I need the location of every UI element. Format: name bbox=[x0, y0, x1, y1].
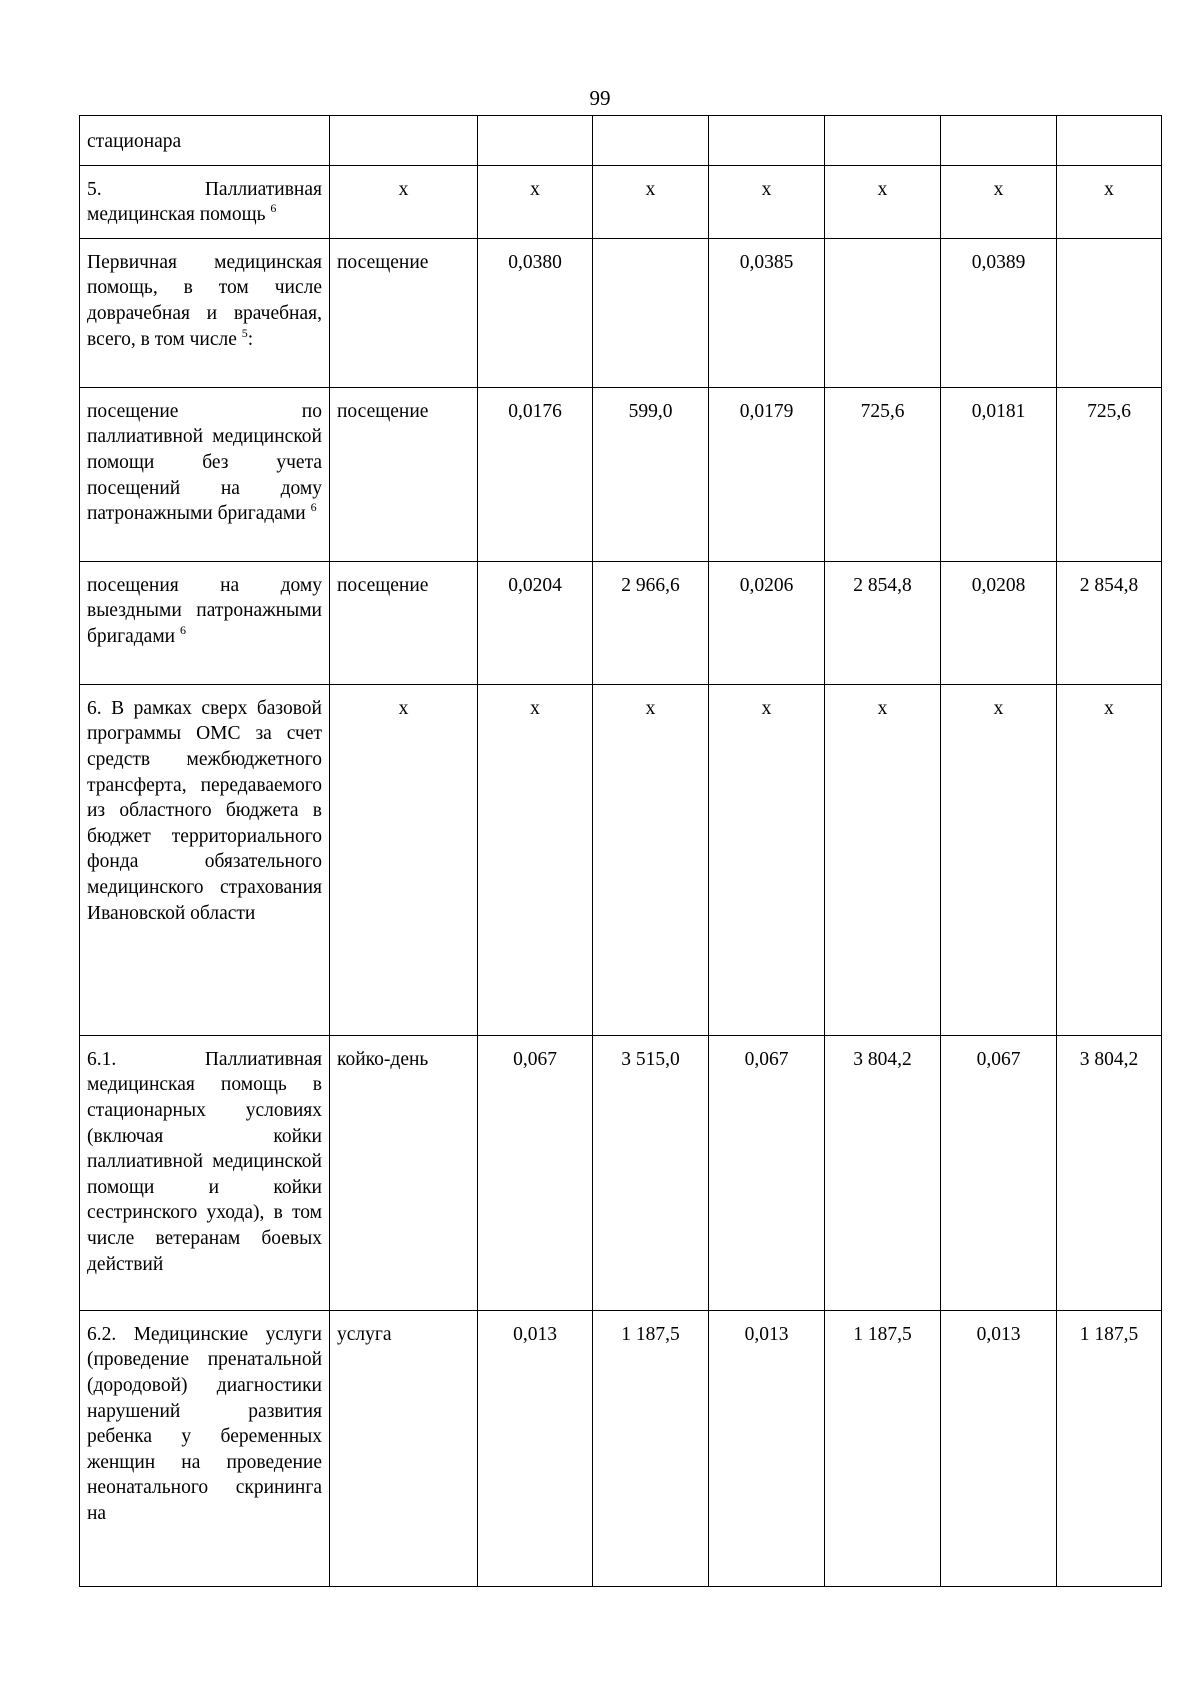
value-cell: 0,0206 bbox=[709, 561, 825, 684]
value-cell: x bbox=[941, 165, 1057, 238]
footnote-ref: 5 bbox=[241, 325, 248, 340]
value-cell: 0,013 bbox=[478, 1310, 593, 1586]
value-cell: x bbox=[709, 165, 825, 238]
table-row bbox=[80, 684, 1162, 1035]
value-cell: 0,013 bbox=[941, 1310, 1057, 1586]
value-cell: x bbox=[478, 684, 593, 1035]
value-cell: x bbox=[593, 684, 709, 1035]
row-name: 6. В рамках сверх базовой программы ОМС за счет средств межбюджетного трансферта, передаваемого из областного бюджета в бюджет территориального фонда обязательного медицинского страхования Ивановской области bbox=[87, 697, 322, 924]
value-cell: 3 804,2 bbox=[825, 1035, 941, 1310]
row-name: 6.1. Паллиативная медицинская помощь в стационарных условиях (включая койки паллиативной медицинской помощи и койки сестринского ухода), в том числе ветеранам боевых действий bbox=[87, 1048, 322, 1275]
value-cell bbox=[941, 116, 1057, 166]
table-row bbox=[80, 561, 1162, 684]
value-cell: 3 804,2 bbox=[1057, 1035, 1162, 1310]
value-cell: 0,013 bbox=[709, 1310, 825, 1586]
value-cell bbox=[1057, 238, 1162, 387]
value-cell: x bbox=[593, 165, 709, 238]
unit-cell: x bbox=[330, 165, 478, 238]
row-name-cell bbox=[80, 387, 330, 561]
row-name-tail: : bbox=[247, 328, 254, 350]
row-name-cell bbox=[80, 1310, 330, 1586]
value-cell: 2 966,6 bbox=[593, 561, 709, 684]
table-row bbox=[80, 238, 1162, 387]
table-row bbox=[80, 387, 1162, 561]
value-cell: 725,6 bbox=[825, 387, 941, 561]
data-table bbox=[79, 115, 1162, 1587]
value-cell bbox=[478, 116, 593, 166]
value-cell: 599,0 bbox=[593, 387, 709, 561]
row-name-cell bbox=[80, 116, 330, 166]
unit-cell: койко-день bbox=[330, 1035, 478, 1310]
row-name: посещение по паллиативной медицинской помощи без учета посещений на дому патронажными бригадами bbox=[87, 400, 322, 525]
value-cell: 0,0179 bbox=[709, 387, 825, 561]
footnote-ref: 6 bbox=[310, 500, 317, 515]
value-cell: 0,0204 bbox=[478, 561, 593, 684]
value-cell bbox=[593, 238, 709, 387]
row-name: Первичная медицинская помощь, в том числе доврачебная и врачебная, всего, в том числе bbox=[87, 251, 322, 350]
row-name-cell bbox=[80, 684, 330, 1035]
table-row bbox=[80, 116, 1162, 166]
unit-cell bbox=[330, 116, 478, 166]
unit-cell: посещение bbox=[330, 387, 478, 561]
row-name-cell bbox=[80, 561, 330, 684]
value-cell: 0,0385 bbox=[709, 238, 825, 387]
value-cell: 725,6 bbox=[1057, 387, 1162, 561]
value-cell: 0,0380 bbox=[478, 238, 593, 387]
value-cell: x bbox=[478, 165, 593, 238]
value-cell bbox=[1057, 116, 1162, 166]
value-cell: 0,067 bbox=[709, 1035, 825, 1310]
value-cell: 0,067 bbox=[941, 1035, 1057, 1310]
value-cell: 2 854,8 bbox=[1057, 561, 1162, 684]
value-cell bbox=[825, 116, 941, 166]
table-row bbox=[80, 1310, 1162, 1586]
row-name-cell bbox=[80, 238, 330, 387]
value-cell bbox=[709, 116, 825, 166]
value-cell: x bbox=[1057, 165, 1162, 238]
unit-cell: услуга bbox=[330, 1310, 478, 1586]
table-row bbox=[80, 165, 1162, 238]
unit-cell: x bbox=[330, 684, 478, 1035]
row-name-cell bbox=[80, 165, 330, 238]
page-number: 99 bbox=[589, 86, 611, 110]
value-cell: x bbox=[709, 684, 825, 1035]
value-cell: x bbox=[1057, 684, 1162, 1035]
value-cell bbox=[593, 116, 709, 166]
row-name: 6.2. Медицинские услуги (проведение пренатальной (дородовой) диагностики нарушений развития ребенка у беременных женщин на проведение неонатального скрининга на bbox=[87, 1323, 322, 1524]
row-name: стационара bbox=[87, 131, 182, 152]
unit-cell: посещение bbox=[330, 561, 478, 684]
value-cell: 2 854,8 bbox=[825, 561, 941, 684]
footnote-ref: 6 bbox=[270, 201, 277, 216]
row-name: посещения на дому выездными патронажными бригадами bbox=[87, 574, 322, 647]
value-cell: 0,067 bbox=[478, 1035, 593, 1310]
value-cell: x bbox=[941, 684, 1057, 1035]
value-cell: 0,0176 bbox=[478, 387, 593, 561]
value-cell: x bbox=[825, 684, 941, 1035]
value-cell: 0,0389 bbox=[941, 238, 1057, 387]
table-row bbox=[80, 1035, 1162, 1310]
row-name-cell bbox=[80, 1035, 330, 1310]
value-cell: 3 515,0 bbox=[593, 1035, 709, 1310]
value-cell bbox=[825, 238, 941, 387]
value-cell: 0,0181 bbox=[941, 387, 1057, 561]
value-cell: x bbox=[825, 165, 941, 238]
value-cell: 1 187,5 bbox=[593, 1310, 709, 1586]
value-cell: 1 187,5 bbox=[1057, 1310, 1162, 1586]
row-name: 5. Паллиативная медицинская помощь bbox=[87, 178, 322, 226]
value-cell: 1 187,5 bbox=[825, 1310, 941, 1586]
value-cell: 0,0208 bbox=[941, 561, 1057, 684]
footnote-ref: 6 bbox=[180, 622, 186, 637]
unit-cell: посещение bbox=[330, 238, 478, 387]
